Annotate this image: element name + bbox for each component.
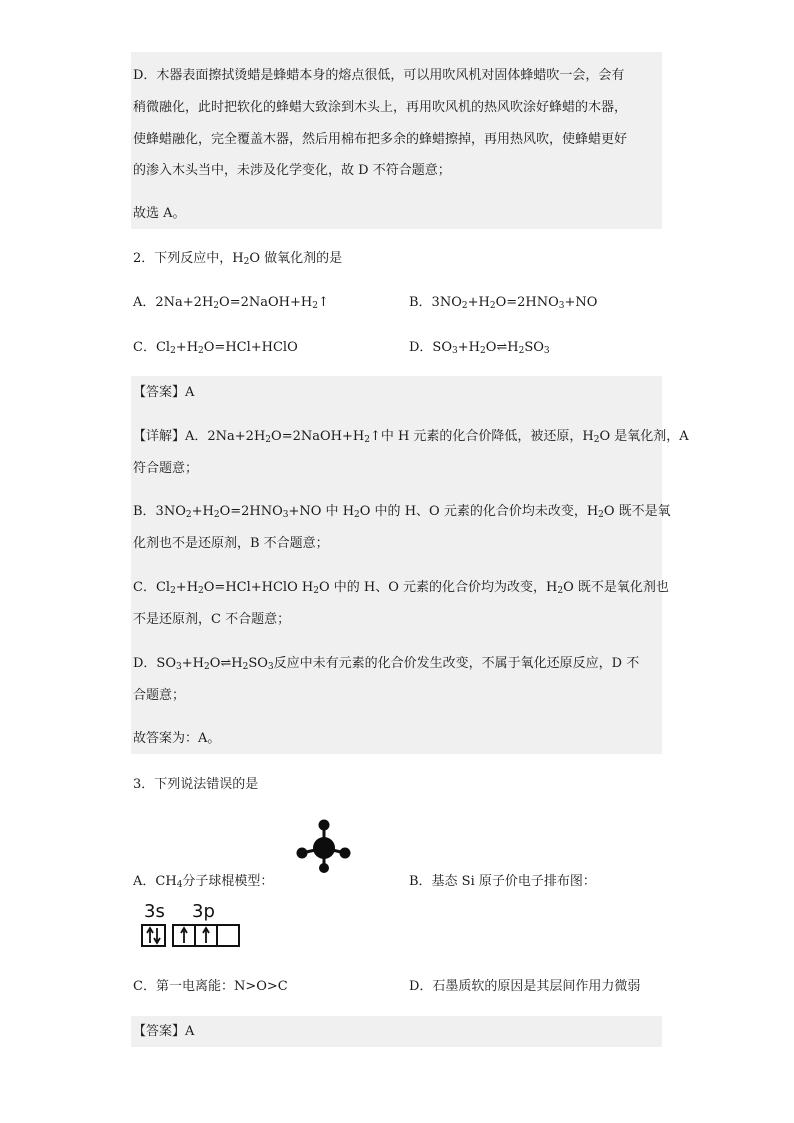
ch4-ball-and-stick-icon	[289, 818, 359, 880]
q2-detail-b-2: 化剂也不是还原剂，B 不合题意；	[133, 536, 329, 551]
q3-option-d: D．石墨质软的原因是其层间作用力微弱	[409, 979, 641, 994]
si-orbital-diagram-icon	[138, 898, 248, 950]
conclusion-1: 故选 A。	[133, 206, 186, 221]
explanation-line: D．木器表面擦拭烫蜡是蜂蜡本身的熔点很低，可以用吹风机对固体蜂蜡吹一会，会有	[133, 68, 625, 83]
orbital-3p-label: 3p	[192, 901, 215, 922]
q2-option-c: C．$Cl_2+H_2O=HCl+HClO$	[133, 340, 298, 356]
q3-answer: 【答案】A	[133, 1024, 195, 1039]
q3-option-b: B．基态 Si 原子价电子排布图：	[409, 874, 596, 889]
q2-option-b: B．$3NO_2+H_2O=2HNO_3+NO$	[409, 295, 598, 311]
q2-conclusion: 故答案为：A。	[133, 731, 221, 746]
question-2-stem: 2．下列反应中，$H_2O$ 做氧化剂的是	[133, 251, 343, 267]
orbital-3s-label: 3s	[144, 901, 165, 922]
q2-detail-a-1: 【详解】A．$2Na+2H_2O=2NaOH+H_2↑$中 H 元素的化合价降低，被还原，$H_2O$ 是氧化剂，A	[133, 429, 689, 445]
q2-detail-c-2: 不是还原剂，C 不合题意；	[133, 612, 291, 627]
q2-answer: 【答案】A	[133, 385, 195, 400]
q3-option-c: C．第一电离能：N>O>C	[133, 979, 288, 994]
q2-detail-a-2: 符合题意；	[133, 461, 199, 476]
q3-option-a: A．$CH_4$分子球棍模型：	[133, 874, 274, 890]
q2-detail-d-2: 合题意；	[133, 688, 186, 703]
explanation-line: 使蜂蜡融化，完全覆盖木器，然后用棉布把多余的蜂蜡擦掉，再用热风吹，使蜂蜡更好	[133, 132, 628, 147]
explanation-line: 稍微融化，此时把软化的蜂蜡大致涂到木头上，再用吹风机的热风吹涂好蜂蜡的木器，	[133, 100, 628, 115]
q2-detail-b-1: B．$3NO_2+H_2O=2HNO_3+NO$ 中 $H_2O$ 中的 H、O 元素的化合价均未改变，$H_2O$ 既不是氧	[133, 504, 671, 520]
q2-option-d: D．$SO_3+H_2O\rightleftharpoons H_2SO_3$	[409, 340, 550, 356]
explanation-line: 的渗入木头当中，未涉及化学变化，故 D 不符合题意；	[133, 163, 451, 178]
answer-block-q3	[131, 1016, 662, 1047]
q2-detail-d-1: D．$SO_3+H_2O\rightleftharpoons H_2SO_3$反应中未有元素的化合价发生改变，不属于氧化还原反应，D 不	[133, 656, 640, 672]
q2-detail-c-1: C．$Cl_2+H_2O=HCl+HClO$ $H_2O$ 中的 H、O 元素的化合价均为改变，$H_2O$ 既不是氧化剂也	[133, 580, 669, 596]
q2-option-a: A．$2Na+2H_2O=2NaOH+H_2↑$	[133, 295, 329, 311]
question-3-stem: 3．下列说法错误的是	[133, 777, 259, 792]
